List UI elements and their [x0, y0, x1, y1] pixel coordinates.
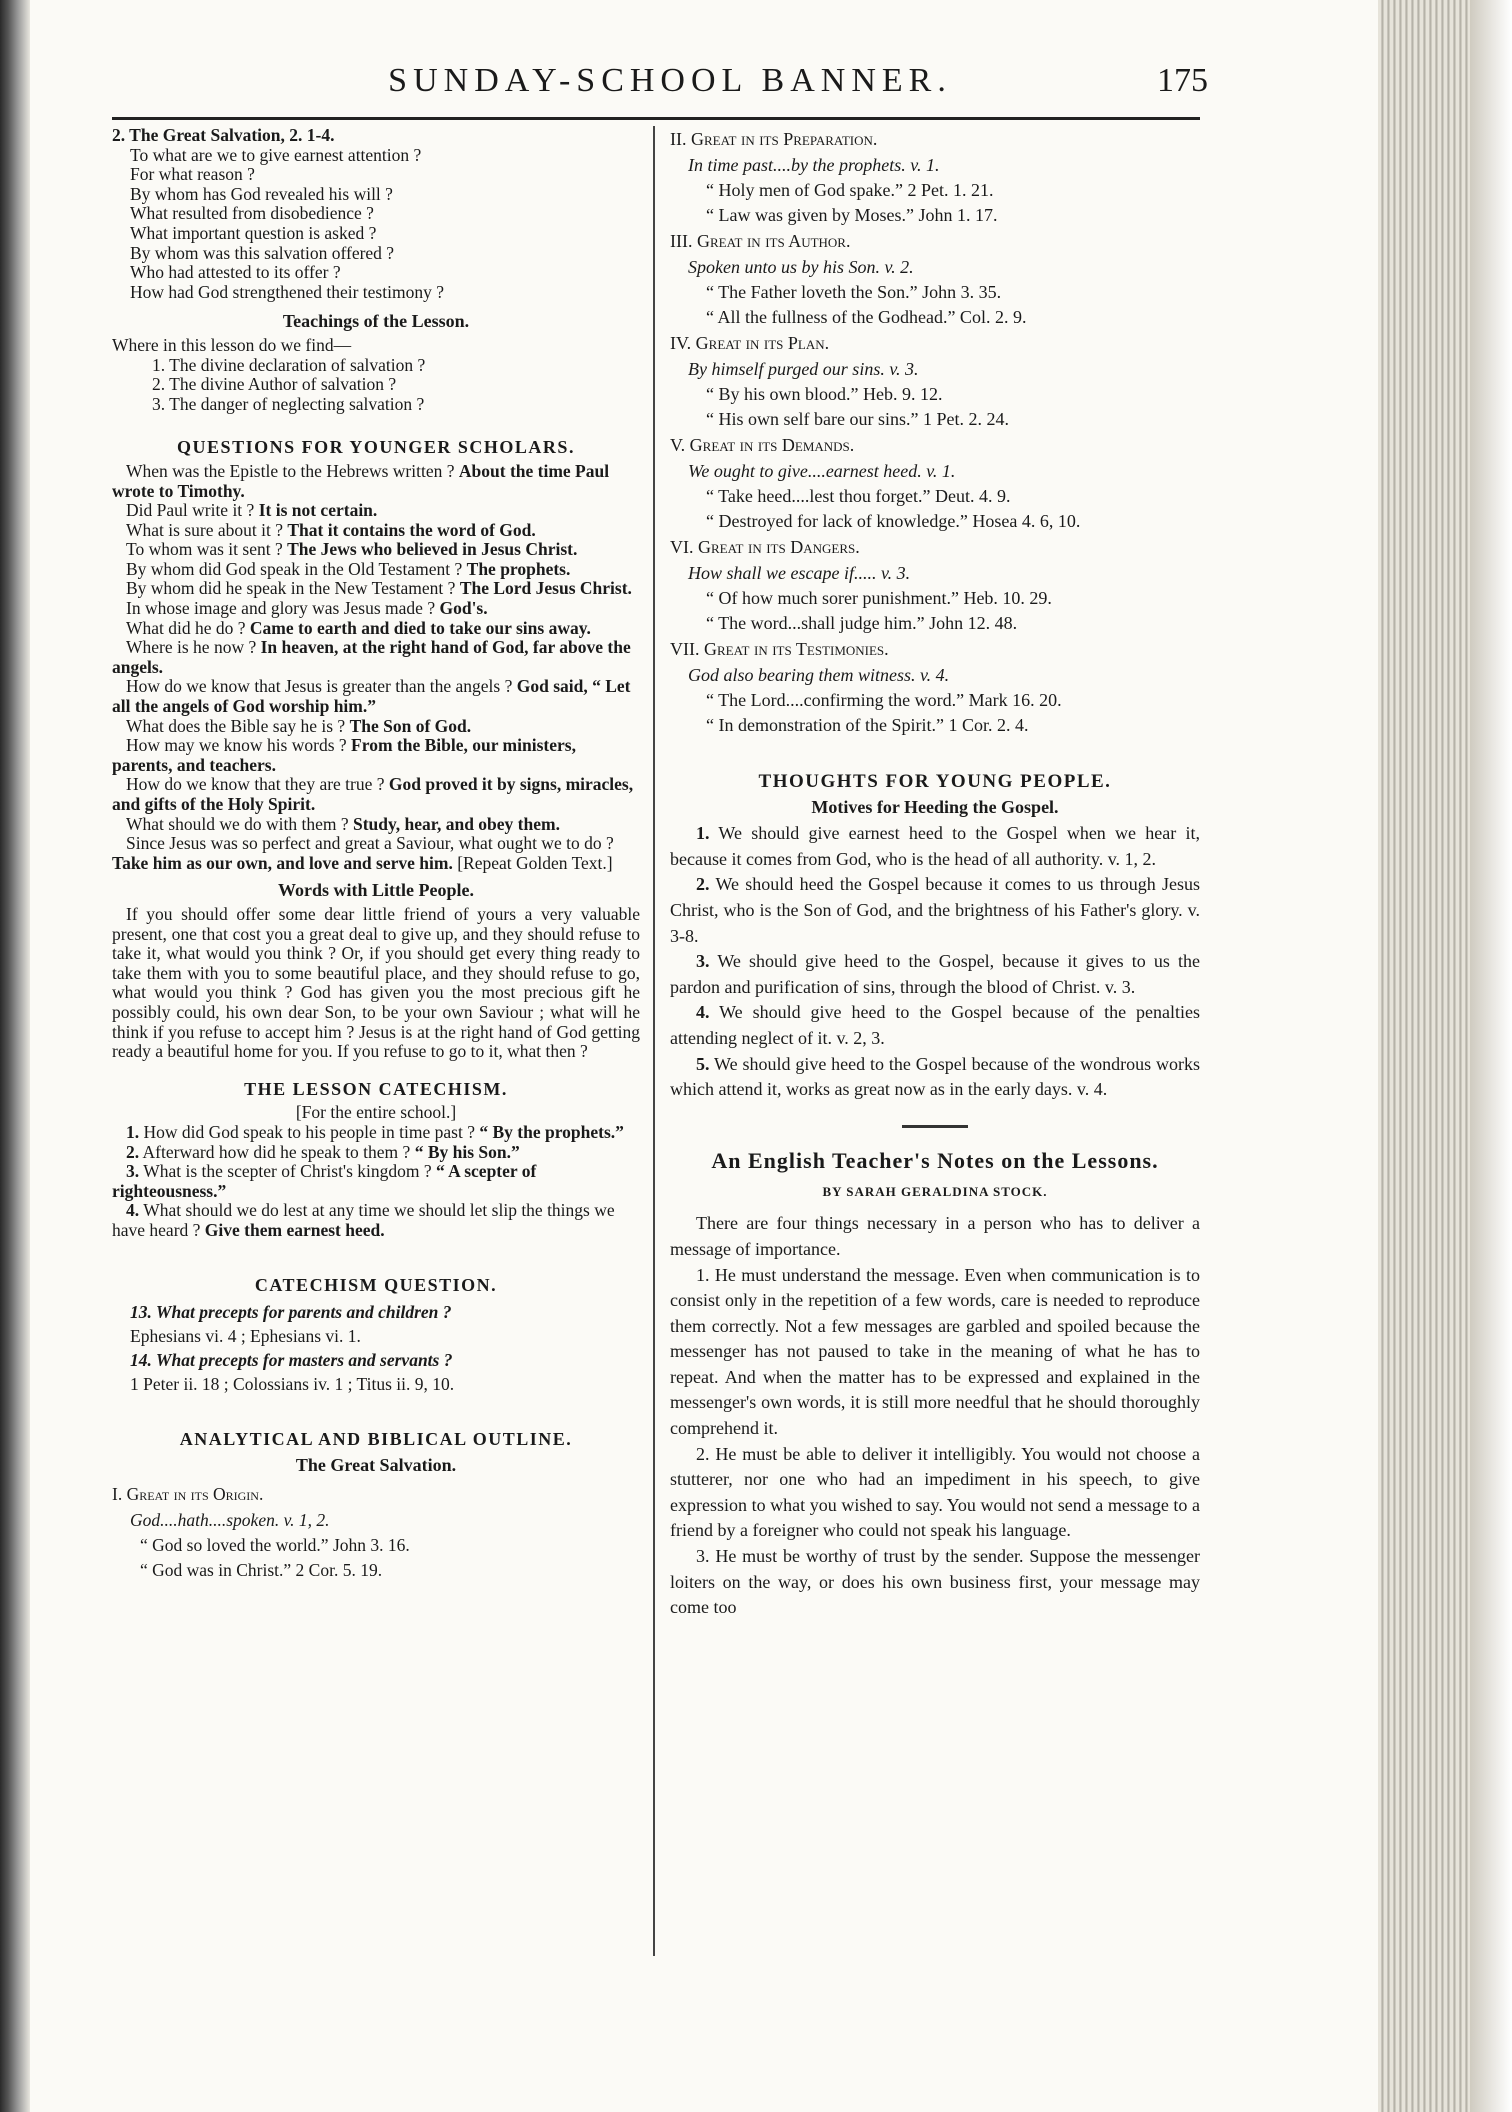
english-paragraph: There are four things necessary in a person who has to deliver a message of importance. [670, 1213, 1200, 1259]
thoughts-subheading: Motives for Heeding the Gospel. [811, 796, 1059, 817]
outline-quote: “ God was in Christ.” 2 Cor. 5. 19. [140, 1560, 383, 1581]
outline-heading: ANALYTICAL AND BIBLICAL OUTLINE. [179, 1429, 573, 1450]
qa-item [112, 677, 640, 716]
outline-quote: “ God so loved the world.” John 3. 16. [140, 1535, 410, 1556]
english-paragraph: 1. He must understand the message. Even when communication is to consist only in the repetition of a few words, care is needed to reproduce them correctly. Not a few messages are garbled and spoiled because the messenger has not paused to take in the meaning of what he has to repeat. And when the matter has to be expressed and explained in the messenger's own words, it is still more needful that he should thoroughly comprehend it. [670, 1264, 1200, 1439]
question-line: For what reason ? [130, 164, 255, 185]
teaching-item: 3. The danger of neglecting salvation ? [152, 393, 425, 414]
question-line: How had God strengthened their testimony ? [130, 281, 444, 302]
outline-point: III. Great in its Author. [670, 231, 851, 251]
qa-question: What does the Bible say he is ? [126, 715, 346, 736]
cq-question: 14. What precepts for masters and servants ? [130, 1350, 453, 1371]
question-line: Who had attested to its offer ? [130, 262, 341, 283]
running-header-title: SUNDAY-SCHOOL BANNER. [388, 62, 952, 99]
outline-quote: “ By his own blood.” Heb. 9. 12. [706, 384, 943, 404]
qa-item [112, 501, 640, 521]
column-divider [653, 126, 655, 1956]
catechism-answer: “ By the prophets.” [479, 1121, 624, 1142]
thought-item [670, 821, 1200, 872]
outline-reference: How shall we escape if..... v. 3. [688, 563, 911, 583]
catechism-question: How did God speak to his people in time past ? [143, 1121, 475, 1142]
catechism-question: Afterward how did he speak to them ? [142, 1141, 411, 1162]
teachings-intro: Where in this lesson do we find— [112, 334, 352, 355]
catechism-item [112, 1143, 640, 1163]
qa-item [112, 560, 640, 580]
outline-quote: “ The word...shall judge him.” John 12. 48. [706, 613, 1018, 633]
qa-question: When was the Epistle to the Hebrews written ? [126, 460, 455, 481]
qa-item [112, 638, 640, 677]
qa-item [112, 815, 640, 835]
catechism-number: 3. [126, 1161, 140, 1182]
thought-number: 5. [696, 1053, 710, 1074]
qa-item [112, 540, 640, 560]
cq-question: 13. What precepts for parents and children ? [130, 1302, 452, 1323]
teachings-heading: Teachings of the Lesson. [282, 311, 470, 332]
qa-question: How do we know that they are true ? [126, 774, 385, 795]
outline-quote: “ His own self bare our sins.” 1 Pet. 2. 24. [706, 409, 1009, 429]
question-line: What resulted from disobedience ? [130, 203, 374, 224]
thought-text: We should give heed to the Gospel because of the wondrous works which attend it, works as great now as in the early days. v. 4. [670, 1053, 1200, 1100]
left-column [112, 126, 640, 1583]
right-column [670, 126, 1200, 1621]
outline-point: V. Great in its Demands. [670, 435, 855, 455]
outline-reference: Spoken unto us by his Son. v. 2. [688, 257, 914, 277]
outline-quote: “ All the fullness of the Godhead.” Col. 2. 9. [706, 307, 1027, 327]
thought-item [670, 872, 1200, 949]
english-paragraph: 3. He must be worthy of trust by the sender. Suppose the messenger loiters on the way, or does his own business first, your message may come too [670, 1546, 1200, 1618]
qa-item [112, 736, 640, 775]
qa-item [112, 521, 640, 541]
thought-item [670, 1000, 1200, 1051]
thought-item [670, 949, 1200, 1000]
outline-reference: We ought to give....earnest heed. v. 1. [688, 461, 956, 481]
teaching-item: 1. The divine declaration of salvation ? [152, 354, 426, 375]
outline-point: VII. Great in its Testimonies. [670, 639, 889, 659]
teaching-item: 2. The divine Author of salvation ? [152, 374, 397, 395]
thought-number: 4. [696, 1002, 710, 1023]
page-number: 175 [1157, 62, 1208, 99]
qa-answer: About the time Paul wrote to Timothy. [112, 460, 610, 501]
lesson-catechism-heading: THE LESSON CATECHISM. [244, 1078, 508, 1099]
qa-item [112, 619, 640, 639]
words-heading: Words with Little People. [278, 880, 474, 901]
question-line: By whom has God revealed his will ? [130, 183, 393, 204]
catechism-item [112, 1201, 640, 1240]
qa-answer: That it contains the word of God. [287, 519, 536, 540]
catechism-answer: “ By his Son.” [414, 1141, 520, 1162]
outline-reference: In time past....by the prophets. v. 1. [688, 155, 940, 175]
qa-answer: In heaven, at the right hand of God, far above the angels. [112, 637, 631, 677]
qa-answer: Take him as our own, and love and serve him. [112, 852, 453, 873]
cq-references: 1 Peter ii. 18 ; Colossians iv. 1 ; Titus ii. 9, 10. [130, 1374, 455, 1395]
qa-item [112, 599, 640, 619]
catechism-question: What should we do lest at any time we should let slip the things we have heard ? [112, 1200, 615, 1240]
qa-tail: [Repeat Golden Text.] [452, 852, 613, 873]
qa-item [112, 834, 640, 873]
catechism-answer: “ A scepter of righteousness.” [112, 1161, 537, 1201]
qa-question: By whom did God speak in the Old Testament ? [126, 558, 463, 579]
qa-answer: God proved it by signs, miracles, and gifts of the Holy Spirit. [112, 774, 634, 814]
outline-quote: “ Holy men of God spake.” 2 Pet. 1. 21. [706, 180, 994, 200]
question-line: To what are we to give earnest attention ? [130, 144, 422, 165]
qa-answer: The prophets. [466, 558, 571, 579]
outline-point: II. Great in its Preparation. [670, 129, 878, 149]
qa-question: Since Jesus was so perfect and great a Saviour, what ought we to do ? [126, 833, 614, 854]
thoughts-list [670, 821, 1200, 1103]
thought-number: 1. [696, 823, 710, 844]
section-heading-great-salvation: 2. The Great Salvation, 2. 1-4. [112, 125, 335, 145]
qa-item [112, 462, 640, 501]
thought-item [670, 1052, 1200, 1103]
outline-quote: “ Destroyed for lack of knowledge.” Hosea 4. 6, 10. [706, 511, 1081, 531]
qa-question: How may we know his words ? [126, 735, 347, 756]
english-notes-byline: BY SARAH GERALDINA STOCK. [822, 1183, 1048, 1199]
qa-question: Where is he now ? [126, 637, 257, 658]
qa-answer: The Son of God. [349, 715, 472, 736]
qa-answer: The Lord Jesus Christ. [459, 578, 632, 599]
thoughts-heading: THOUGHTS FOR YOUNG PEOPLE. [758, 771, 1112, 792]
qa-answer: Study, hear, and obey them. [352, 813, 560, 834]
catechism-answer: Give them earnest heed. [204, 1219, 385, 1240]
outline-quote: “ The Lord....confirming the word.” Mark 16. 20. [706, 690, 1062, 710]
qa-question: What is sure about it ? [126, 519, 283, 540]
catechism-subheading: [For the entire school.] [295, 1102, 457, 1123]
catechism-number: 2. [126, 1141, 140, 1162]
thought-text: We should give heed to the Gospel because of the penalties attending neglect of it. v. 2, 3. [670, 1002, 1200, 1048]
younger-qa-list [112, 462, 640, 873]
qa-answer: God said, “ Let all the angels of God worship him.” [112, 676, 631, 717]
outline-reference: By himself purged our sins. v. 3. [688, 359, 919, 379]
header-rule [112, 117, 1200, 120]
section-questions [112, 146, 640, 303]
words-paragraph: If you should offer some dear little friend of yours a very valuable present, one that cost you a great deal to give up, and they should refuse to take it, what would you think ? Or, if you should get every thing ready to take them with you to some beautiful place, and they should refuse to go, what would you think ? God has given you the most precious gift he possibly could, his own dear Son, to be your own Saviour ; what will he think if you refuse to accept him ? Jesus is at the right hand of God getting ready a beautiful home for you. If you refuse to go to it, what then ? [112, 903, 640, 1062]
qa-answer: Came to earth and died to take our sins away. [249, 617, 591, 638]
thought-text: We should heed the Gospel because it comes to us through Jesus Christ, who is the Son of God, and the brightness of his Father's glory. v. 3-8. [670, 874, 1200, 946]
outline-quote: “ The Father loveth the Son.” John 3. 35. [706, 282, 1002, 302]
qa-answer: It is not certain. [258, 500, 378, 521]
section-divider [902, 1125, 968, 1128]
qa-item [112, 775, 640, 814]
catechism-item [112, 1162, 640, 1201]
qa-item [112, 717, 640, 737]
outline-point: IV. Great in its Plan. [670, 333, 830, 353]
catechism-number: 1. [126, 1121, 140, 1142]
catechism-question: What is the scepter of Christ's kingdom ? [143, 1161, 432, 1182]
catechism-question-heading: CATECHISM QUESTION. [254, 1275, 498, 1296]
outline-point: I. Great in its Origin. [112, 1484, 264, 1505]
question-line: What important question is asked ? [130, 222, 377, 243]
thought-text: We should give heed to the Gospel, because it gives to us the pardon and purification of sins, through the blood of Christ. v. 3. [670, 951, 1200, 997]
outline-reference: God....hath....spoken. v. 1, 2. [130, 1510, 330, 1531]
qa-question: Did Paul write it ? [126, 500, 255, 521]
catechism-number: 4. [126, 1200, 140, 1221]
outline-point: VI. Great in its Dangers. [670, 537, 860, 557]
qa-answer: God's. [439, 598, 488, 619]
outline-quote: “ Of how much sorer punishment.” Heb. 10. 29. [706, 588, 1052, 608]
qa-answer: The Jews who believed in Jesus Christ. [287, 539, 578, 560]
english-paragraph: 2. He must be able to deliver it intelligibly. You would not choose a stutterer, nor one who had an impediment in his speech, to give expression to what you wished to say. You would not send a message to a friend by a foreigner who could not speak his language. [670, 1443, 1200, 1541]
younger-scholars-heading: QUESTIONS FOR YOUNGER SCHOLARS. [177, 437, 575, 458]
qa-question: What did he do ? [126, 617, 246, 638]
qa-question: In whose image and glory was Jesus made ? [126, 598, 436, 619]
thought-number: 3. [696, 951, 710, 972]
outline-subheading: The Great Salvation. [295, 1454, 457, 1475]
outline-continued [670, 126, 1200, 738]
qa-question: How do we know that Jesus is greater than the angels ? [126, 676, 513, 697]
cq-references: Ephesians vi. 4 ; Ephesians vi. 1. [130, 1326, 361, 1347]
thought-text: We should give earnest heed to the Gospel when we hear it, because it comes from God, who is the head of all authority. v. 1, 2. [670, 823, 1200, 869]
question-line: By whom was this salvation offered ? [130, 242, 395, 263]
book-spine-shadow [0, 0, 30, 2112]
thought-number: 2. [696, 874, 710, 895]
outline-quote: “ Take heed....lest thou forget.” Deut. 4. 9. [706, 486, 1011, 506]
page-edges [1378, 0, 1512, 2112]
english-notes-heading: An English Teacher's Notes on the Lessons. [711, 1147, 1159, 1173]
outline-quote: “ Law was given by Moses.” John 1. 17. [706, 205, 998, 225]
qa-question: By whom did he speak in the New Testament ? [126, 578, 456, 599]
catechism-list [112, 1123, 640, 1241]
qa-question: What should we do with them ? [126, 813, 349, 834]
catechism-item [112, 1123, 640, 1143]
qa-answer: From the Bible, our ministers, parents, and teachers. [112, 735, 576, 775]
qa-item [112, 579, 640, 599]
outline-reference: God also bearing them witness. v. 4. [688, 665, 950, 685]
outline-quote: “ In demonstration of the Spirit.” 1 Cor. 2. 4. [706, 715, 1029, 735]
qa-question: To whom was it sent ? [126, 539, 283, 560]
